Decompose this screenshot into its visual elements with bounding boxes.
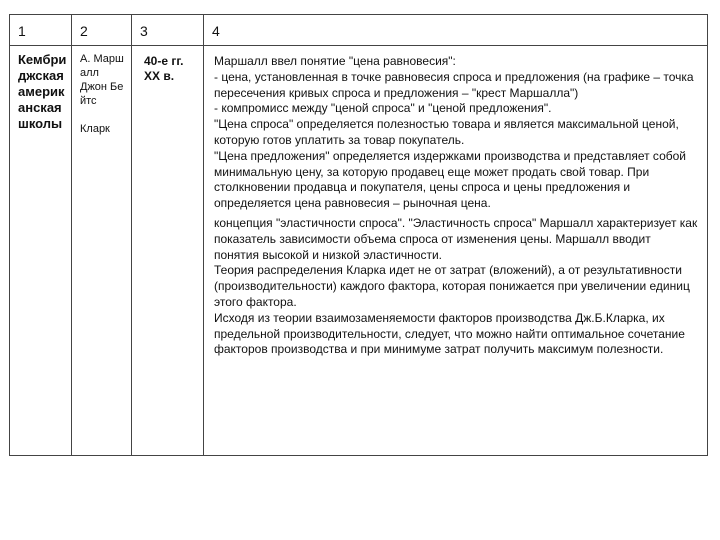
content-paragraph-1: Маршалл ввел понятие "цена равновесия": <box>214 54 456 68</box>
content-paragraph-4: "Цена спроса" определяется полезностью товара и является максимальной ценой, которую готов уплатить за товар покупатель. <box>214 117 679 147</box>
period-text: 40-е гг. XX в. <box>144 54 184 83</box>
header-cell-1 <box>10 15 72 46</box>
content-paragraph-2: - цена, установленная в точке равновесия спроса и предложения (на графике – точка пересечения кривых спроса и предложения – "крест Маршалла") <box>214 69 694 100</box>
period-cell <box>132 46 204 456</box>
people-spacer <box>80 108 129 122</box>
people-list <box>72 46 131 136</box>
content-cell <box>204 46 708 456</box>
table-header-row <box>10 15 708 46</box>
header-label-2: 2 <box>80 23 88 39</box>
school-cell <box>10 46 72 456</box>
people-cell <box>72 46 132 456</box>
content-paragraph-3: - компромисс между "ценой спроса" и "ценой предложения". <box>214 101 552 116</box>
header-label-1: 1 <box>18 23 26 39</box>
economics-schools-table <box>9 14 708 456</box>
document-table-region <box>9 14 707 455</box>
content-paragraph-8: Исходя из теории взаимозаменяемости факторов производства Дж.Б.Кларка, их предельной производительности, следует, что можно найти оптимальное сочетание факторов производства и при минимуме затрат получить максимум полезности. <box>214 310 685 357</box>
content-paragraph-5: "Цена предложения" определяется издержками производства и представляет собой минимальную цену, за которую продавец еще может продать свой товар. При столкновении продавца и покупателя, цены спроса и цены предложения и определяется цена равновесия – рыночная цена. <box>214 148 686 211</box>
header-label-3: 3 <box>140 23 148 39</box>
header-cell-3 <box>132 15 204 46</box>
person-bates: Джон Бейтс <box>80 81 124 107</box>
content-paragraph-7: Теория распределения Кларка идет не от затрат (вложений), а от результативности (производительности) каждого фактора, которая понижается при увеличении единиц этого фактора. <box>214 263 690 309</box>
content-paragraph-6: концепция "эластичности спроса". "Эластичность спроса" Маршалл характеризует как показатель зависимости объема спроса от изменения цены. Маршалл вводит понятия высокой и низкой эластичности. <box>214 215 698 262</box>
table-body-row <box>10 46 708 456</box>
header-cell-2 <box>72 15 132 46</box>
person-clark: Кларк <box>80 123 110 135</box>
person-marshall: А. Маршалл <box>80 53 124 79</box>
header-label-4: 4 <box>212 23 220 39</box>
header-cell-4 <box>204 15 708 46</box>
content-text <box>204 46 707 364</box>
school-name: Кембриджская американская школы <box>18 52 67 131</box>
